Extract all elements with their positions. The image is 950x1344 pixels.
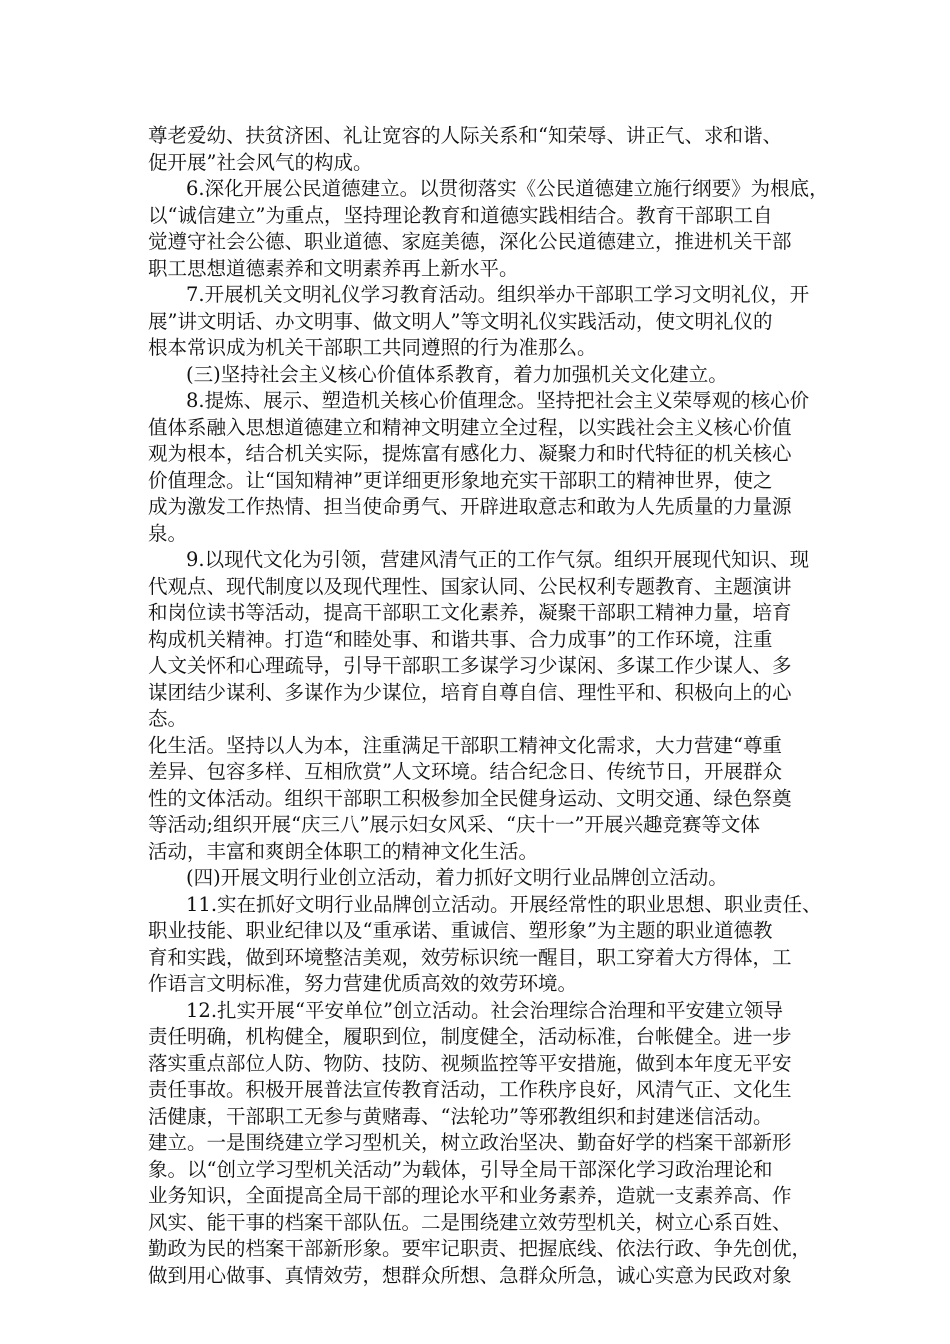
text-line: 态。 — [148, 707, 188, 730]
text-line: 职工思想道德素养和文明素养再上新水平。 — [148, 256, 519, 280]
text-line: 差异、包容多样、互相欣赏”人文环境。结合纪念日、传统节日，开展群众 — [148, 760, 782, 783]
text-line: 作语言文明标准，努力营建优质高效的效劳环境。 — [148, 972, 578, 995]
text-line: 责任明确，机构健全，履职到位，制度健全，活动标准，台帐健全。进一步 — [148, 1025, 792, 1048]
text-line: 7.开展机关文明礼仪学习教育活动。组织举办干部职工学习文明礼仪，开 — [186, 283, 810, 306]
text-line: 等活动;组织开展“庆三八”展示妇女风采、“庆十一”开展兴趣竞赛等文体 — [148, 813, 760, 836]
text-line: 构成机关精神。打造“和睦处事、和谐共事、合力成事”的工作环境，注重 — [148, 627, 773, 651]
text-line: 6.深化开展公民道德建立。以贯彻落实《公民道德建立施行纲要》为根底， — [186, 177, 829, 200]
text-line: 风实、能干事的档案干部队伍。二是围绕建立效劳型机关，树立心系百姓、 — [148, 1210, 792, 1234]
text-line: 根本常识成为机关干部职工共同遵照的行为准那么。 — [148, 336, 597, 359]
text-line: 价值理念。让“国知精神”更详细更形象地充实干部职工的精神世界，使之 — [148, 468, 773, 492]
text-line: 人文关怀和心理疏导，引导干部职工多谋学习少谋闲、多谋工作少谋人、多 — [148, 654, 792, 677]
text-line: 落实重点部位人防、物防、技防、视频监控等平安措施，做到本年度无平安 — [148, 1051, 792, 1075]
text-line: 象。以“创立学习型机关活动”为载体，引导全局干部深化学习政治理论和 — [148, 1157, 773, 1181]
text-line: 泉。 — [148, 521, 188, 545]
text-line: 业务知识，全面提高全局干部的理论水平和业务素养，造就一支素养高、作 — [148, 1184, 792, 1207]
text-line: 12.扎实开展“平安单位”创立活动。社会治理综合治理和平安建立领导 — [186, 998, 783, 1022]
text-line: 以“诚信建立”为重点，坚持理论教育和道德实践相结合。教育干部职工自 — [148, 203, 773, 227]
text-line: 勤政为民的档案干部新形象。要牢记职责、把握底线、依法行政、争先创优， — [148, 1237, 812, 1260]
text-line: 尊老爱幼、扶贫济困、礼让宽容的人际关系和“知荣辱、讲正气、求和谐、 — [148, 124, 782, 147]
text-line: 做到用心做事、真情效劳，想群众所想、急群众所急，诚心实意为民政对象 — [148, 1263, 792, 1287]
text-line: 谋团结少谋利、多谋作为少谋位，培育自尊自信、理性平和、积极向上的心 — [148, 680, 792, 704]
text-line: 觉遵守社会公德、职业道德、家庭美德，深化公民道德建立，推进机关干部 — [148, 230, 792, 253]
text-line: 活健康，干部职工无参与黄赌毒、“法轮功”等邪教组织和封建迷信活动。 — [148, 1104, 773, 1128]
text-line: 活动，丰富和爽朗全体职工的精神文化生活。 — [148, 839, 539, 863]
text-line: 展”讲文明话、办文明事、做文明人”等文明礼仪实践活动，使文明礼仪的 — [148, 309, 773, 333]
text-line: 11.实在抓好文明行业品牌创立活动。开展经常性的职业思想、职业责任、 — [186, 892, 822, 916]
text-line: 观为根本，结合机关实际，提炼富有感化力、凝聚力和时代特征的机关核心 — [148, 442, 792, 465]
text-line: (四)开展文明行业创立活动，着力抓好文明行业品牌创立活动。 — [186, 866, 728, 889]
text-line: 8.提炼、展示、塑造机关核心价值理念。坚持把社会主义荣辱观的核心价 — [186, 389, 810, 412]
text-line: 值体系融入思想道德建立和精神文明建立全过程，以实践社会主义核心价值 — [148, 415, 792, 439]
text-line: 9.以现代文化为引领，营建风清气正的工作气氛。组织开展现代知识、现 — [186, 548, 810, 571]
text-line: (三)坚持社会主义核心价值体系教育，着力加强机关文化建立。 — [186, 362, 728, 386]
text-line: 化生活。坚持以人为本，注重满足干部职工精神文化需求，大力营建“尊重 — [148, 733, 782, 757]
text-line: 代观点、现代制度以及现代理性、国家认同、公民权利专题教育、主题演讲 — [148, 574, 792, 598]
text-line: 育和实践，做到环境整洁美观，效劳标识统一醒目，职工穿着大方得体，工 — [148, 945, 792, 969]
text-line: 性的文体活动。组织干部职工积极参加全民健身运动、文明交通、绿色祭奠 — [148, 786, 792, 810]
text-line: 职业技能、职业纪律以及“重承诺、重诚信、塑形象”为主题的职业道德教 — [148, 919, 773, 942]
text-line: 责任事故。积极开展普法宣传教育活动，工作秩序良好，风清气正、文化生 — [148, 1078, 792, 1101]
text-line: 建立。一是围绕建立学习型机关，树立政治坚决、勤奋好学的档案干部新形 — [148, 1131, 792, 1154]
text-line: 和岗位读书等活动，提高干部职工文化素养，凝聚干部职工精神力量，培育 — [148, 601, 792, 624]
text-line: 促开展”社会风气的构成。 — [148, 150, 373, 174]
text-line: 成为激发工作热情、担当使命勇气、开辟进取意志和敢为人先质量的力量源 — [148, 495, 792, 518]
document-body — [148, 123, 829, 1289]
